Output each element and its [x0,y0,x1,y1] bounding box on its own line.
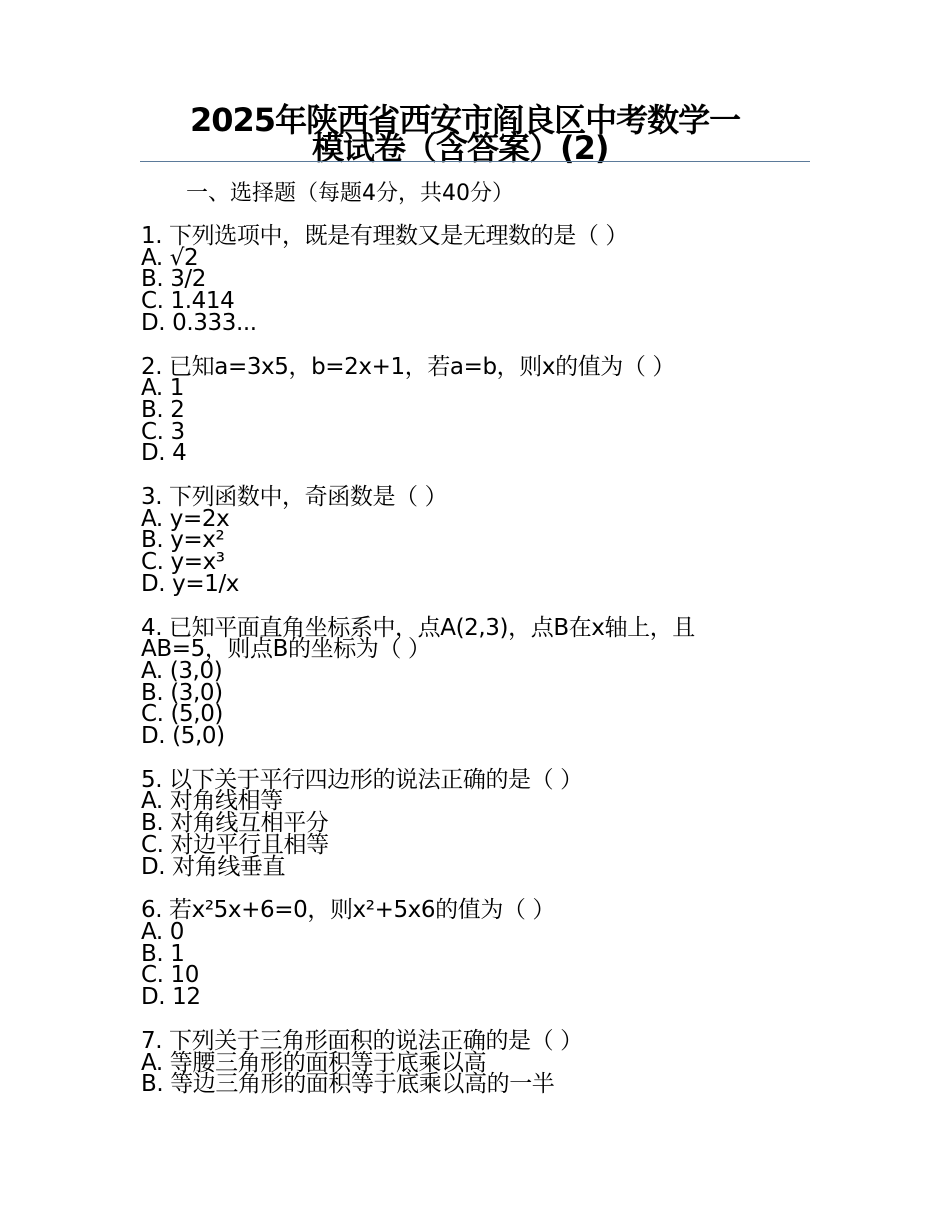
option-c: C. 对边平行且相等 [141,831,329,858]
title-underline [140,161,810,162]
question-stem: 1. 下列选项中，既是有理数又是无理数的是（ ） [141,223,628,249]
question-stem: 4. 已知平面直角坐标系中，点A(2,3)，点B在x轴上，且AB=5，则点B的坐标为（ ） [141,614,695,663]
option-c: C. 3 [141,418,185,445]
question-stem: 5. 以下关于平行四边形的说法正确的是（ ） [141,766,583,793]
option-c: C. y=x³ [141,549,225,576]
option-b: B. (3,0) [141,679,223,706]
option-b: B. 对角线互相平分 [141,810,329,837]
question-stem: 7. 下列关于三角形面积的说法正确的是（ ） [141,1027,583,1054]
option-a: A. 0 [141,918,184,945]
option-a: A. (3,0) [141,657,223,684]
question-5 [141,766,801,880]
option-c: C. 10 [141,962,199,989]
question-stem: 6. 若x²5x+6=0，则x²+5x6的值为（ ） [141,897,556,924]
title-line-1: 2025年陕西省西安市阎良区中考数学一 [190,101,741,139]
option-c: C. (5,0) [141,701,224,728]
question-2 [141,353,801,467]
document-title [190,101,810,167]
option-d: D. 0.333... [141,309,257,336]
option-b: B. 1 [141,940,185,967]
option-d: D. 对角线垂直 [141,853,286,880]
question-3 [141,484,801,597]
question-1 [141,223,801,336]
option-a: A. 对角线相等 [141,788,283,815]
section-heading: 一、选择题（每题4分，共40分） [186,181,514,206]
question-6 [141,897,801,1011]
option-d: D. (5,0) [141,723,225,750]
option-d: D. y=1/x [141,570,240,597]
option-d: D. 4 [141,440,187,467]
option-c: C. 1.414 [141,288,235,315]
option-a: A. 1 [141,375,184,402]
option-a: A. y=2x [141,505,230,532]
question-7 [141,1027,801,1098]
option-b: B. 等边三角形的面积等于底乘以高的一半 [141,1071,555,1098]
question-stem: 2. 已知a=3x5，b=2x+1，若a=b，则x的值为（ ） [141,353,676,380]
question-stem: 3. 下列函数中，奇函数是（ ） [141,484,448,511]
option-b: B. 3/2 [141,266,207,293]
option-b: B. 2 [141,396,185,423]
option-a: A. √2 [141,244,199,271]
question-4 [141,614,801,750]
question-list [141,223,801,1118]
title-line-2: 模试卷（含答案）(2) [312,129,609,167]
option-a: A. 等腰三角形的面积等于底乘以高 [141,1049,487,1076]
option-d: D. 12 [141,984,201,1011]
option-b: B. y=x² [141,527,225,554]
